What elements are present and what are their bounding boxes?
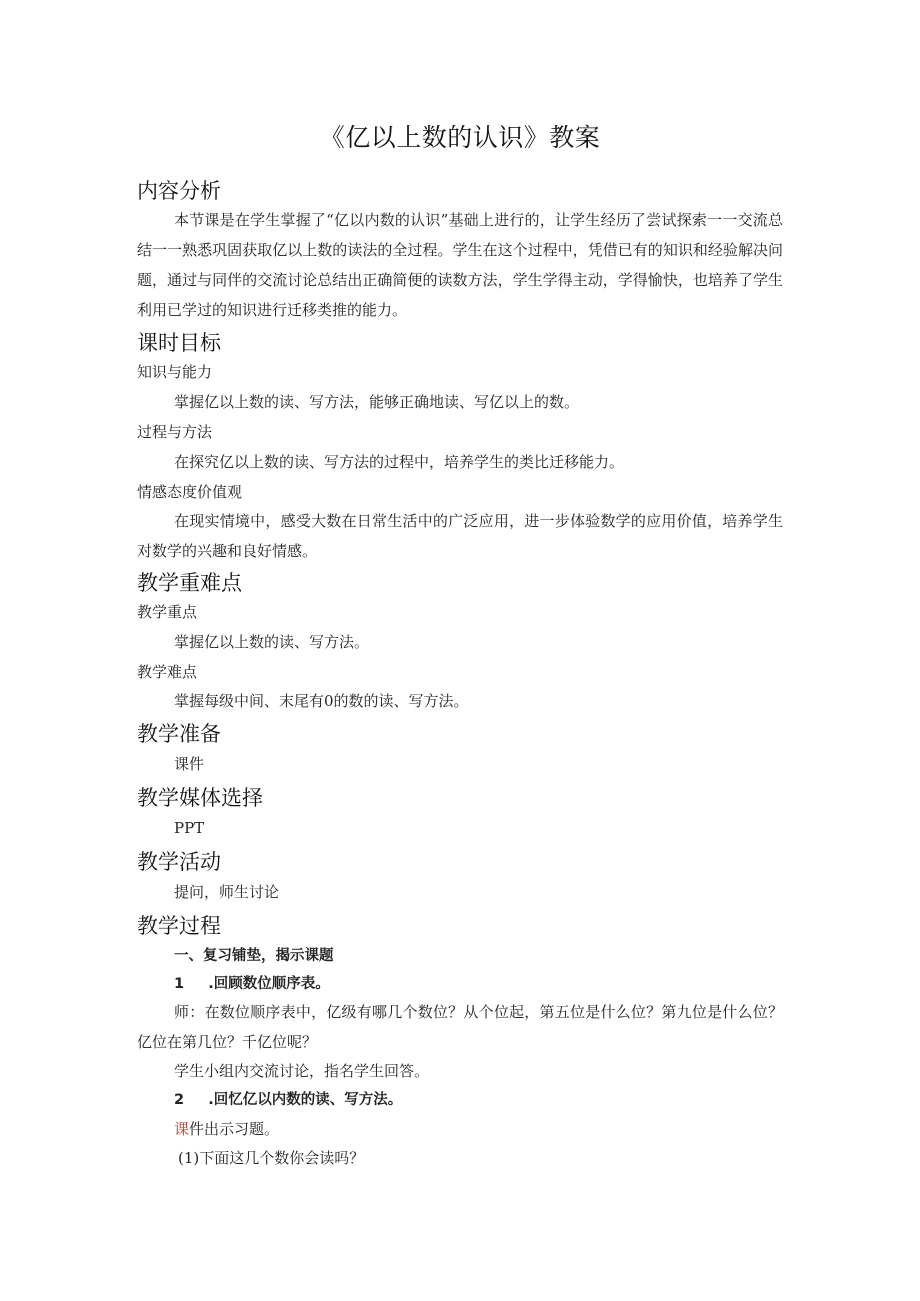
courseware-line [174,1116,279,1142]
knowledge-text: 掌握亿以上数的读、写方法，能够正确地读、写亿以上的数。 [174,393,580,411]
label-key-point: 教学重点 [137,603,198,621]
label-difficult-point: 教学难点 [137,663,198,681]
label-emotion: 情感态度价值观 [137,483,243,501]
courseware-red-char: 课 [174,1120,190,1138]
label-process: 过程与方法 [137,423,213,441]
item1-text: .回顾数位顺序表。 [208,976,330,992]
media-text: PPT [174,819,205,837]
preparation-text: 课件 [174,755,205,773]
courseware-rest: 件出示习题。 [189,1120,280,1138]
item2-title [174,1087,402,1113]
heading-preparation: 教学准备 [137,722,221,746]
activity-text: 提问，师生讨论 [174,883,280,901]
item2-number: 2 [174,1092,185,1108]
key-point-text: 掌握亿以上数的读、写方法。 [174,633,370,651]
item1-number: 1 [174,976,185,992]
question-1: (1)下面这几个数你会读吗？ [178,1149,365,1167]
item2-text: .回忆亿以内数的读、写方法。 [208,1092,403,1108]
label-knowledge: 知识与能力 [137,363,213,381]
teacher-question: 师：在数位顺序表中，亿级有哪几个数位？从个位起，第五位是什么位？第九位是什么位？亿位在第几位？千亿位呢？ [137,1003,783,1051]
heading-process: 教学过程 [137,914,221,938]
step1-title: 一、复习铺垫，揭示课题 [174,948,334,964]
content-analysis-paragraph: 本节课是在学生掌握了“亿以内数的认识”基础上进行的，让学生经历了尝试探索一一交流总结一一熟悉巩固获取亿以上数的读法的全过程。学生在这个过程中，凭借已有的知识和经验解决问题，通过与同伴的交流讨论总结出正确简便的读数方法，学生学得主动，学得愉快，也培养了学生利用已学过的知识进行迁移类推的能力。 [137,211,783,319]
heading-activity: 教学活动 [137,850,221,874]
emotion-text: 在现实情境中，感受大数在日常生活中的广泛应用，进一步体验数学的应用价值，培养学生对数学的兴趣和良好情感。 [137,512,783,560]
heading-objectives: 课时目标 [137,331,221,355]
difficult-point-text: 掌握每级中间、末尾有0的数的读、写方法。 [174,692,469,710]
heading-key-points: 教学重难点 [137,571,242,595]
student-discussion: 学生小组内交流讨论，指名学生回答。 [174,1062,430,1080]
process-text: 在探究亿以上数的读、写方法的过程中，培养学生的类比迁移能力。 [174,453,625,471]
heading-content-analysis: 内容分析 [137,179,221,203]
heading-media: 教学媒体选择 [137,786,263,810]
item1-title [174,971,330,997]
document-title: 《亿以上数的认识》教案 [319,123,601,152]
